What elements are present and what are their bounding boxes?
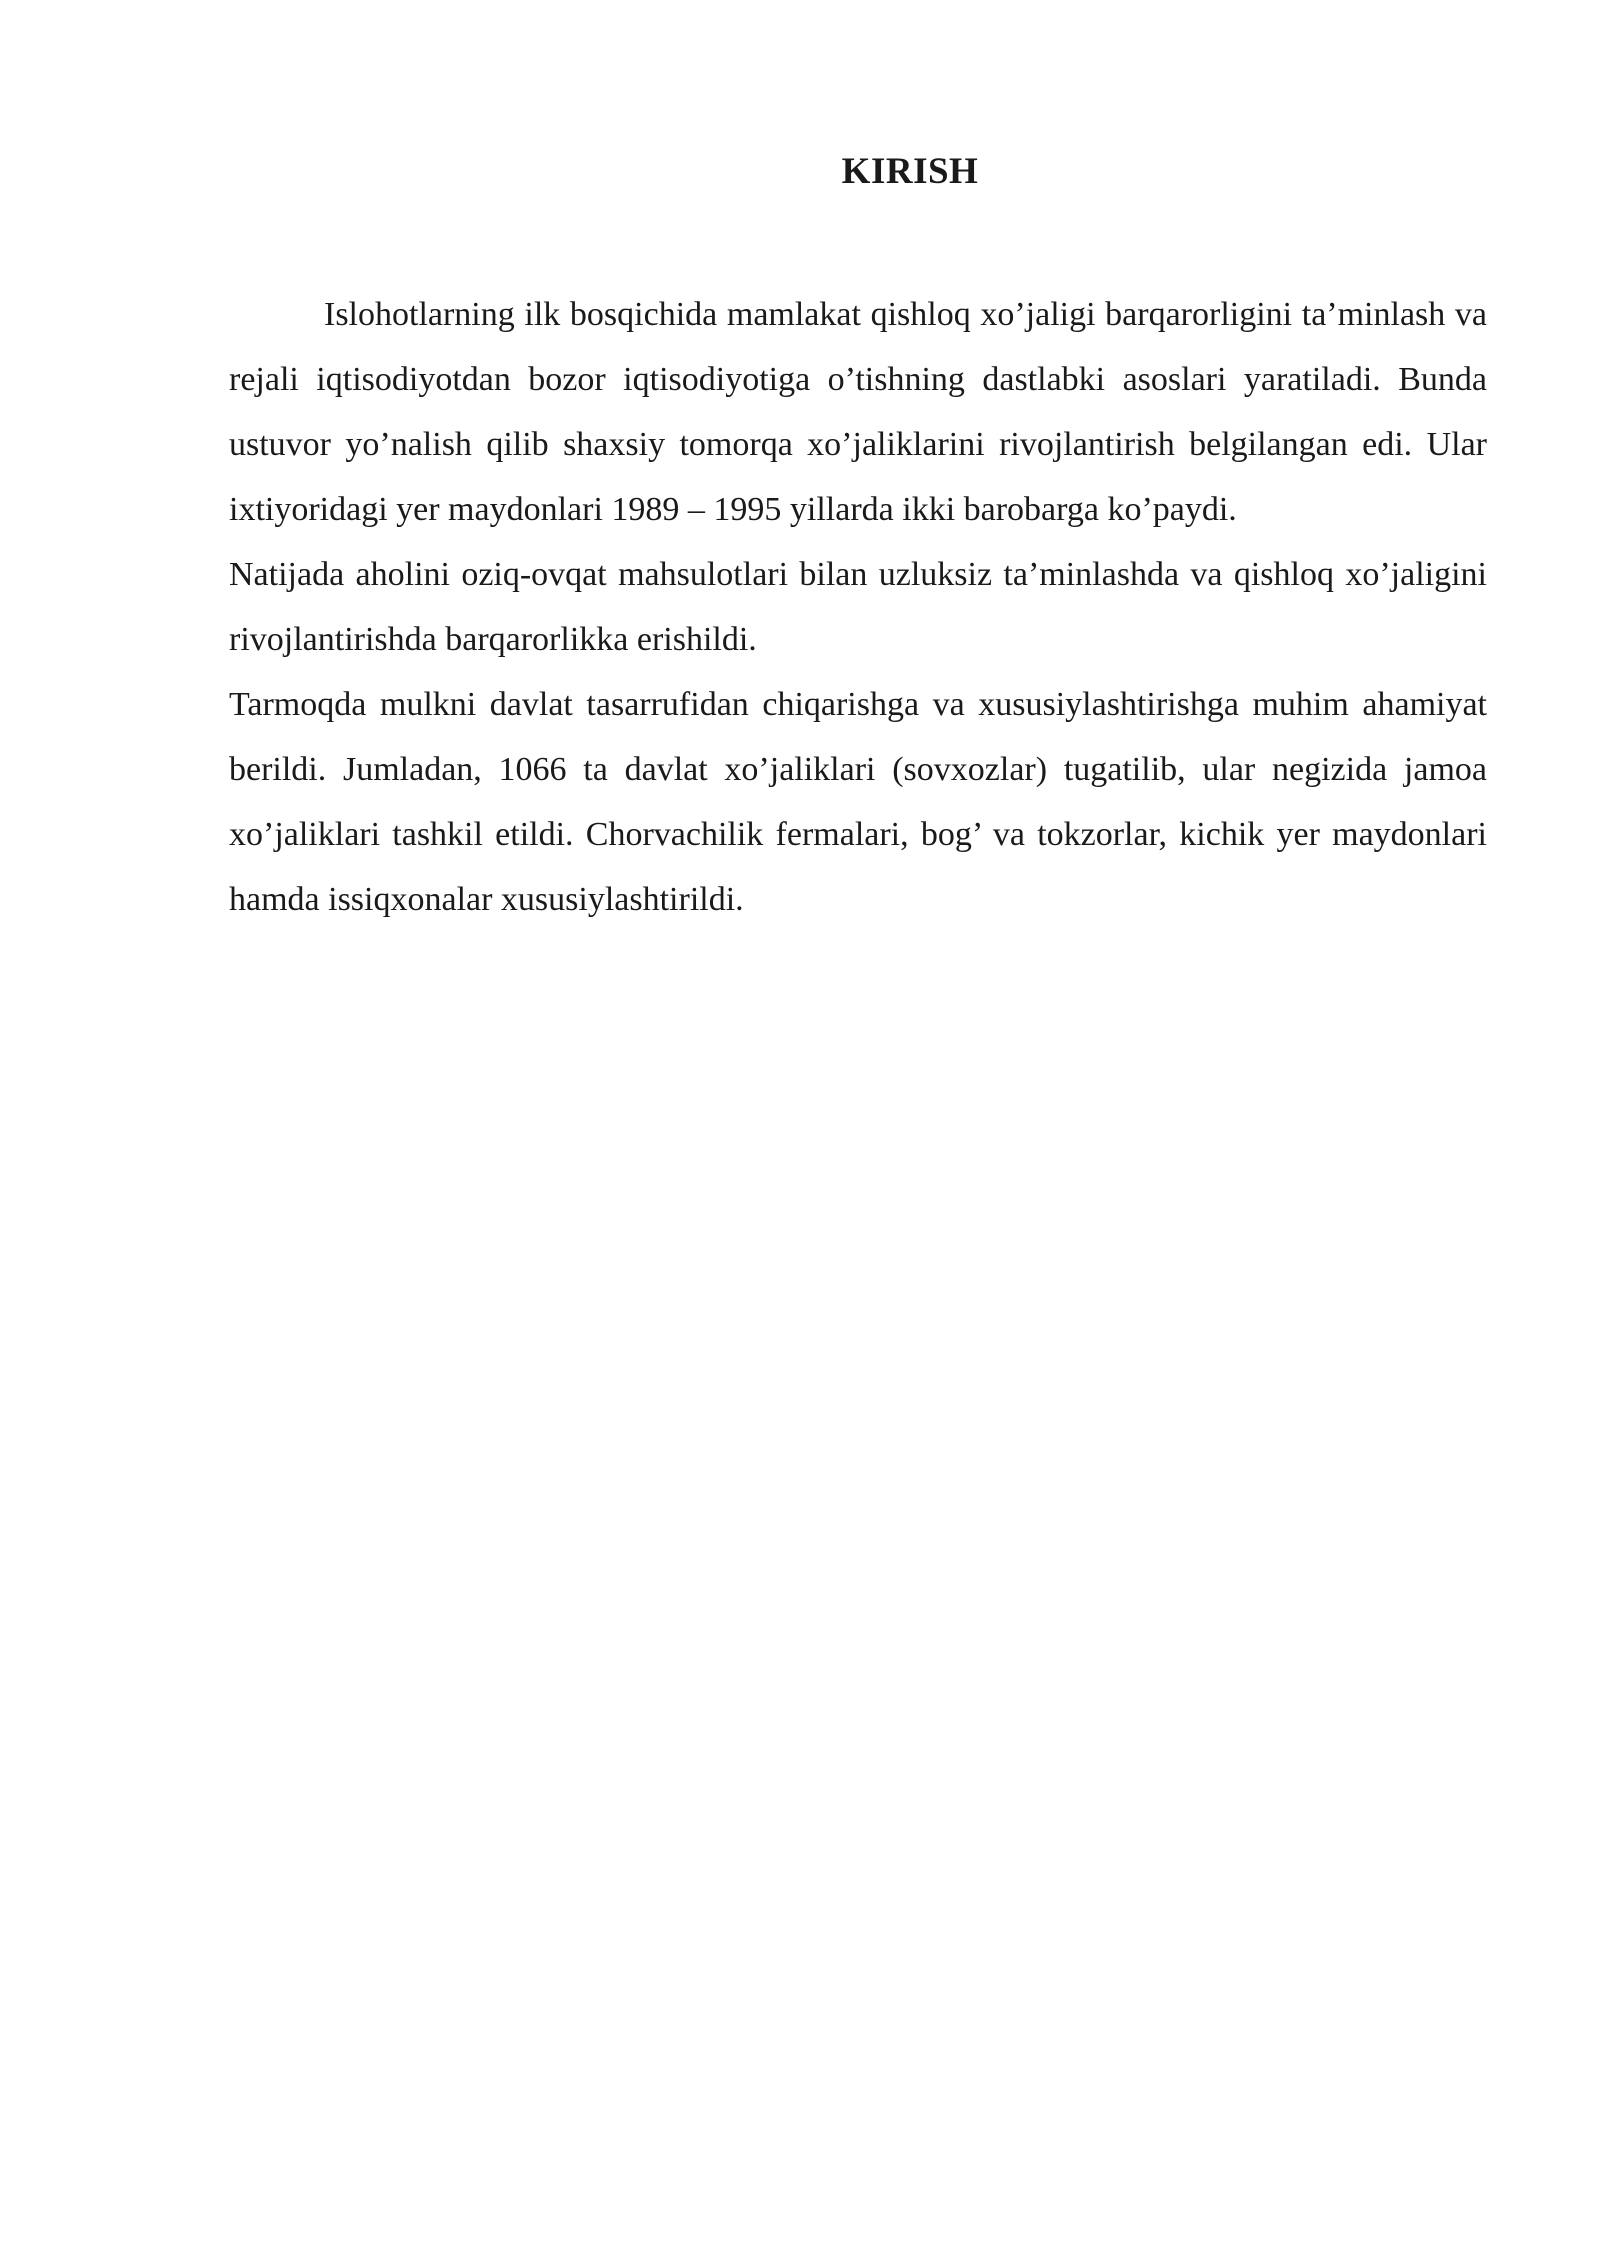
paragraph-2: Natijada aholini oziq-ovqat mahsulotlari bilan uzluksiz ta’minlashda va qishloq xo’jaligini rivojlantirishda barqarorlikka erishildi.	[229, 556, 1487, 658]
paragraph-3: Tarmoqda mulkni davlat tasarrufidan chiqarishga va xususiylashtirishga muhim ahamiyat berildi. Jumladan, 1066 ta davlat xo’jaliklari (sovxozlar) tugatilib, ular negizida jamoa xo’jaliklari tashkil etildi. Chorvachilik fermalari, bog’ va tokzorlar, kichik yer maydonlari hamda issiqxonalar xususiylashtirildi.	[229, 686, 1487, 918]
document-body	[229, 282, 1487, 932]
paragraph-1: Islohotlarning ilk bosqichida mamlakat qishloq xo’jaligi barqarorligini ta’minlash va rejali iqtisodiyotdan bozor iqtisodiyotiga o’tishning dastlabki asoslari yaratiladi. Bunda ustuvor yo’nalish qilib shaxsiy tomorqa xo’jaliklarini rivojlantirish belgilangan edi. Ular ixtiyoridagi yer maydonlari 1989 – 1995 yillarda ikki barobarga ko’paydi.	[229, 296, 1487, 528]
page-title: KIRISH	[841, 151, 979, 192]
